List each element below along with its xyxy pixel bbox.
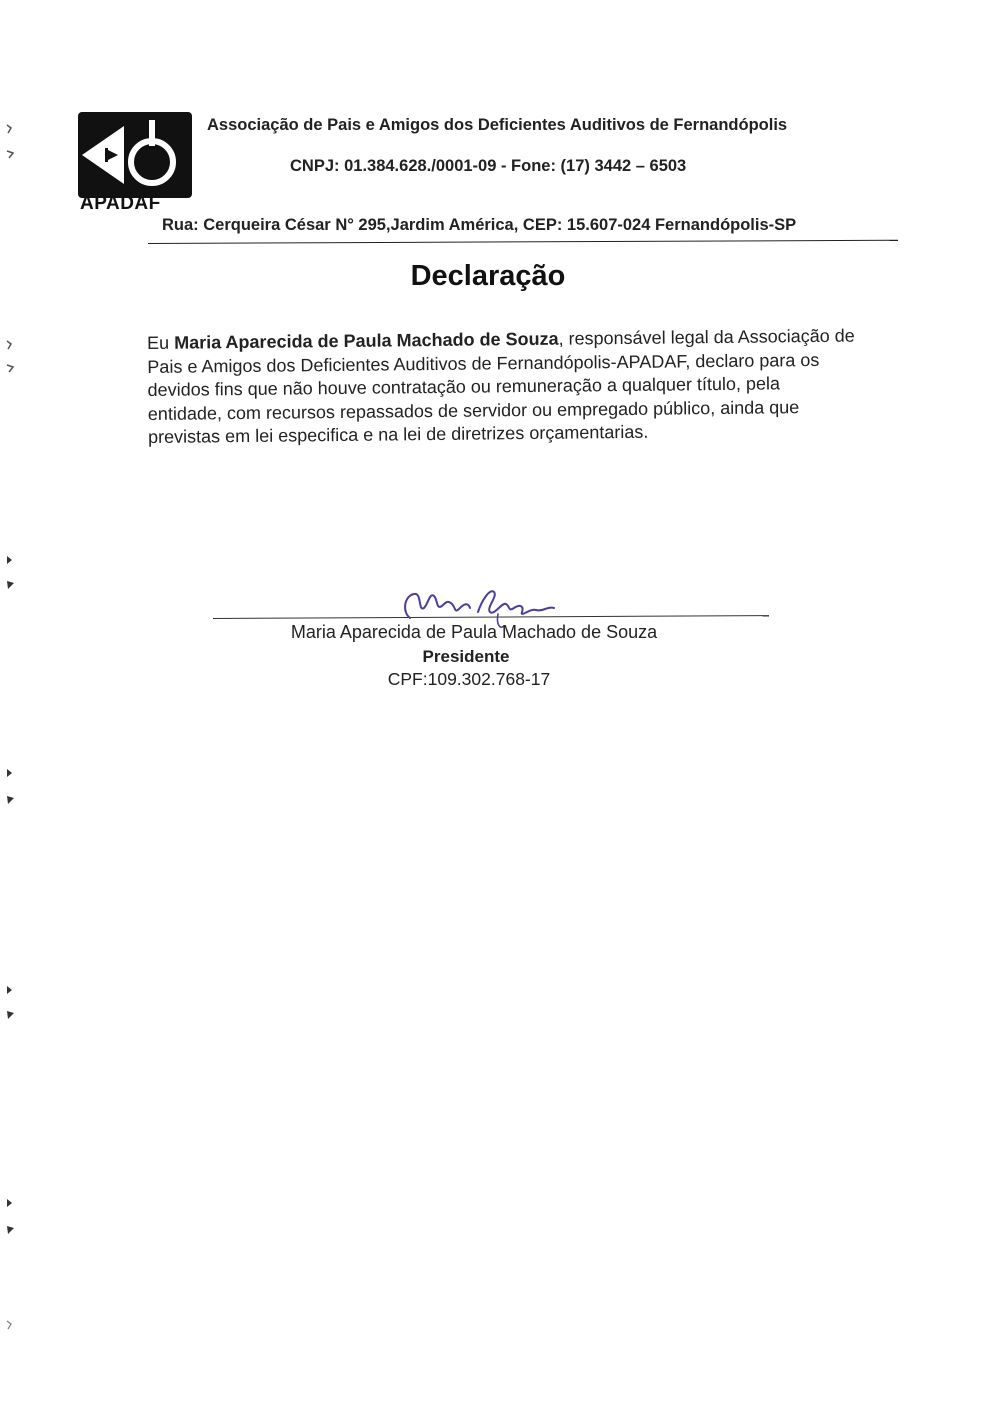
scan-mark-icon [6,1320,14,1330]
scan-mark-icon [6,364,14,374]
signatory-role: Presidente [422,647,510,666]
signatory-name: Maria Aparecida de Paula Machado de Souza [290,622,658,642]
scan-mark-icon [6,768,14,778]
scan-mark-icon [6,1198,14,1208]
document-title: Declaração [410,260,566,292]
scan-mark-icon [6,580,14,590]
org-cnpj-phone: CNPJ: 01.384.628./0001-09 - Fone: (17) 3442 – 6503 [290,157,687,175]
scan-mark-icon [6,555,14,565]
body-text: , responsável legal da Associação de Pais e Amigos dos Deficientes Auditivos de Fernandópolis-APADAF, declaro para os devidos fins que não houve contratação ou remuneração a qualquer título, pela entidade, com recursos repassados de servidor ou empregado público, ainda que previstas em lei especifica e na lei de diretrizes orçamentarias. [147,325,855,447]
scan-mark-icon [6,124,14,134]
header-divider [148,240,898,244]
ear-logo-icon [78,112,192,198]
org-name: Associação de Pais e Amigos dos Deficientes Auditivos de Fernandópolis [207,116,788,134]
scan-mark-icon [6,150,14,160]
scan-mark-icon [6,985,14,995]
signatory-cpf: CPF:109.302.768-17 [387,669,551,689]
org-address: Rua: Cerqueira César N° 295,Jardim América, CEP: 15.607-024 Fernandópolis-SP [162,216,797,234]
logo-text: APADAF [80,193,161,214]
scan-mark-icon [6,1010,14,1020]
scan-mark-icon [6,340,14,350]
body-declarant-name: Maria Aparecida de Paula Machado de Souza [174,328,559,353]
scan-mark-icon [6,795,14,805]
scan-mark-icon [6,1225,14,1235]
declaration-body [147,325,858,450]
body-prefix: Eu [147,332,175,353]
